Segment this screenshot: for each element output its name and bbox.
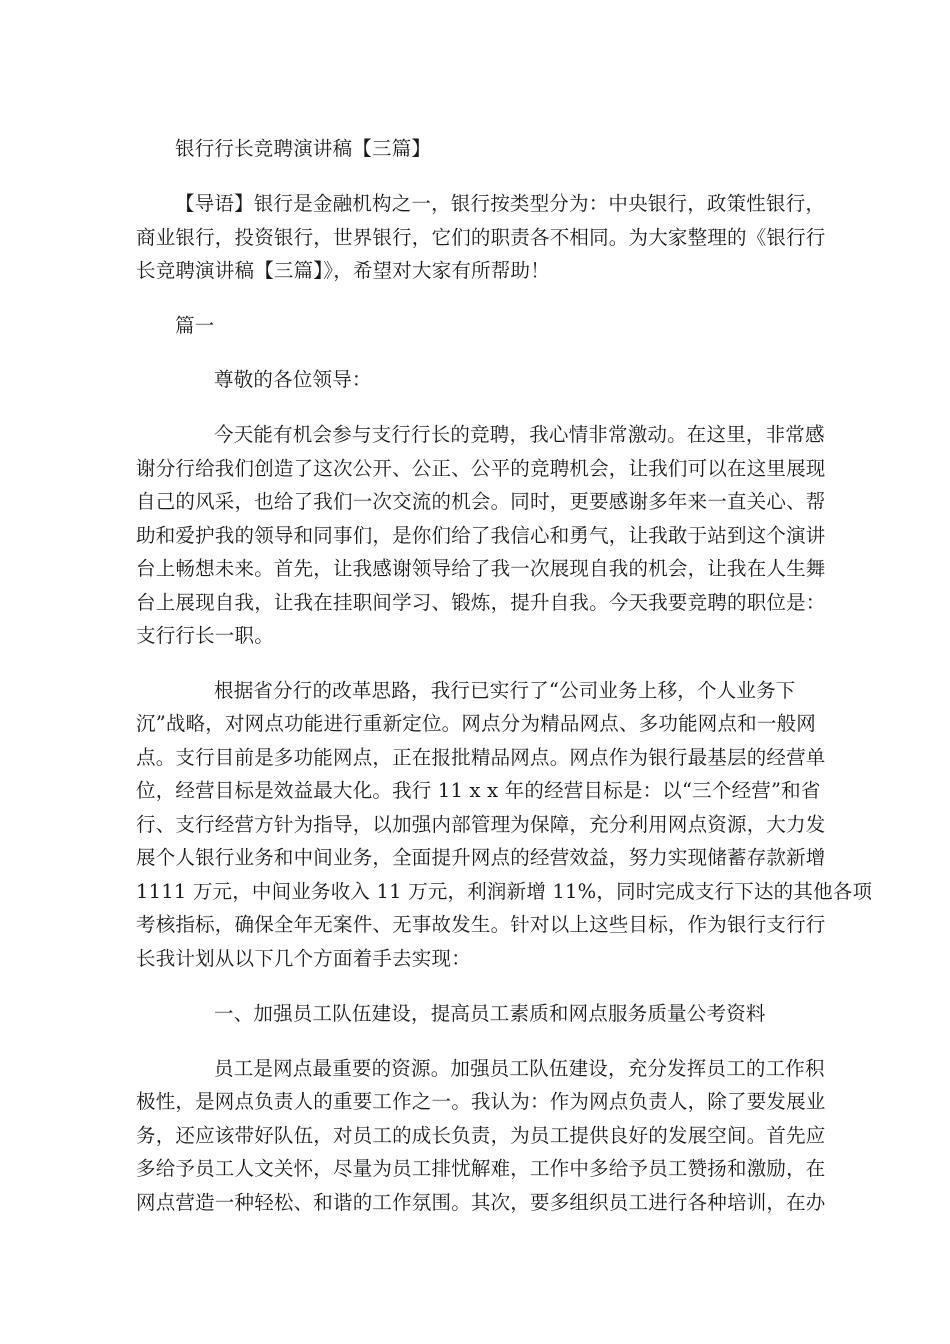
paragraph2-line-1: 根据省分行的改革思路，我行已实行了“公司业务上移，个人业务下 [214, 679, 796, 702]
paragraph2-line-2: 沉”战略，对网点功能进行重新定位。网点分为精品网点、多功能网点和一般网 [136, 712, 816, 735]
paragraph3-line-3: 务，还应该带好队伍，对员工的成长负责，为员工提供良好的发展空间。首先应 [136, 1124, 826, 1147]
paragraph3-line-1: 员工是网点最重要的资源。加强员工队伍建设，充分发挥员工的工作积 [214, 1057, 825, 1080]
intro-line-2: 商业银行，投资银行，世界银行，它们的职责各不相同。为大家整理的《银行行 [136, 226, 826, 249]
section-label: 篇一 [175, 314, 215, 337]
document-title: 银行行长竞聘演讲稿【三篇】 [175, 137, 432, 160]
paragraph2-line-8: 考核指标，确保全年无案件、无事故发生。针对以上这些目标，作为银行支行行 [136, 913, 826, 936]
intro-line-1: 【导语】银行是金融机构之一，银行按类型分为：中央银行，政策性银行， [175, 192, 826, 215]
paragraph2-line-3: 点。支行目前是多功能网点，正在报批精品网点。网点作为银行最基层的经营单 [136, 746, 826, 769]
section-heading-1: 一、加强员工队伍建设，提高员工素质和网点服务质量公考资料 [214, 1002, 766, 1025]
paragraph2-line-7: 1111 万元，中间业务收入 11 万元，利润新增 11%，同时完成支行下达的其他各项 [136, 880, 873, 903]
paragraph3-line-4: 多给予员工人文关怀，尽量为员工排忧解难，工作中多给予员工赞扬和激励，在 [136, 1157, 826, 1180]
paragraph1-line-7: 支行行长一职。 [136, 624, 274, 647]
salutation: 尊敬的各位领导： [214, 368, 372, 391]
paragraph1-line-2: 谢分行给我们创造了这次公开、公正、公平的竞聘机会，让我们可以在这里展现 [136, 457, 826, 480]
paragraph2-line-6: 展个人银行业务和中间业务，全面提升网点的经营效益，努力实现储蓄存款新增 [136, 846, 826, 869]
paragraph3-line-2: 极性，是网点负责人的重要工作之一。我认为：作为网点负责人，除了要发展业 [136, 1090, 826, 1113]
paragraph1-line-3: 自己的风采，也给了我们一次交流的机会。同时，更要感谢多年来一直关心、帮 [136, 490, 826, 513]
paragraph1-line-4: 助和爱护我的领导和同事们，是你们给了我信心和勇气，让我敢于站到这个演讲 [136, 524, 826, 547]
paragraph1-line-1: 今天能有机会参与支行行长的竞聘，我心情非常激动。在这里，非常感 [214, 423, 825, 446]
paragraph2-line-9: 长我计划从以下几个方面着手去实现： [136, 947, 471, 970]
paragraph3-line-5: 网点营造一种轻松、和谐的工作氛围。其次，要多组织员工进行各种培训，在办 [136, 1191, 826, 1214]
paragraph2-line-5: 行、支行经营方针为指导，以加强内部管理为保障，充分利用网点资源，大力发 [136, 813, 826, 836]
paragraph2-line-4: 位，经营目标是效益最大化。我行 11 x x 年的经营目标是：以“三个经营”和省 [136, 779, 821, 802]
paragraph1-line-6: 台上展现自我，让我在挂职间学习、锻炼，提升自我。今天我要竞聘的职位是： [136, 591, 826, 614]
paragraph1-line-5: 台上畅想未来。首先，让我感谢领导给了我一次展现自我的机会，让我在人生舞 [136, 557, 826, 580]
intro-line-3: 长竞聘演讲稿【三篇】》，希望对大家有所帮助！ [136, 259, 550, 282]
